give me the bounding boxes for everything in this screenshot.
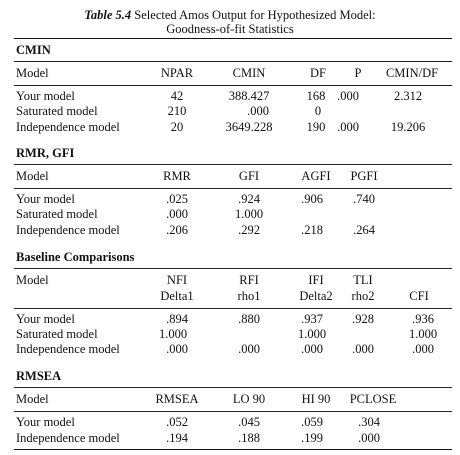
- cell: .936: [412, 312, 434, 326]
- cell: .025: [166, 192, 188, 206]
- rule: [14, 411, 452, 412]
- column-header-gfi: GFI: [238, 169, 260, 183]
- cell: .000: [358, 431, 380, 445]
- row-label: Your model: [16, 89, 75, 103]
- row-label: Independence model: [16, 431, 120, 445]
- table-title-line1: Selected Amos Output for Hypothesized Model:: [134, 8, 376, 22]
- cell: 190: [306, 120, 326, 134]
- cell: 0: [314, 104, 322, 118]
- row-label: Your model: [16, 312, 75, 326]
- section-heading-rmsea: RMSEA: [16, 369, 62, 383]
- cell: .000: [166, 342, 188, 356]
- cell: .000: [166, 207, 188, 221]
- rule: [14, 268, 452, 269]
- row-label: Independence model: [16, 223, 120, 237]
- section-heading-rmr-gfi: RMR, GFI: [16, 146, 75, 160]
- cell: .740: [353, 192, 375, 206]
- cell: .194: [166, 431, 188, 445]
- cell: 2.312: [393, 89, 423, 103]
- cell: .906: [301, 192, 323, 206]
- cell: .894: [166, 312, 188, 326]
- column-header-hi90: HI 90: [301, 392, 331, 406]
- column-header-rfi: RFI: [239, 273, 259, 287]
- cell: .292: [238, 223, 260, 237]
- table-title-line2: Goodness-of-fit Statistics: [166, 22, 294, 36]
- cell: .000: [247, 104, 269, 118]
- top-rule: [14, 38, 452, 39]
- cell: .045: [238, 415, 260, 429]
- cell: 1.000: [234, 207, 264, 221]
- column-header-cfi: CFI: [409, 289, 429, 303]
- rule: [14, 308, 452, 309]
- table-number: Table 5.4: [84, 8, 132, 22]
- cell: 3649.228: [225, 120, 273, 134]
- cell: 210: [167, 104, 187, 118]
- column-header-pclose: PCLOSE: [349, 392, 397, 406]
- column-header-agfi: AGFI: [301, 169, 331, 183]
- cell: .052: [166, 415, 188, 429]
- cell: 168: [306, 89, 326, 103]
- cell: .304: [358, 415, 380, 429]
- column-header-model: Model: [16, 66, 49, 80]
- cell: .937: [301, 312, 323, 326]
- rule: [14, 188, 452, 189]
- column-header-model: Model: [16, 392, 49, 406]
- row-label: Saturated model: [16, 207, 98, 221]
- column-header-npar: NPAR: [160, 66, 194, 80]
- column-subheader-rho1: rho1: [237, 289, 261, 303]
- cell: .880: [238, 312, 260, 326]
- cell: .188: [238, 431, 260, 445]
- rule: [14, 61, 452, 62]
- cell: 1.000: [158, 327, 188, 341]
- cell: 388.427: [228, 89, 270, 103]
- column-header-tli: TLI: [353, 273, 373, 287]
- cell: .924: [238, 192, 260, 206]
- cell: .218: [301, 223, 323, 237]
- row-label: Saturated model: [16, 327, 98, 341]
- column-header-cmin-df: CMIN/DF: [385, 66, 439, 80]
- cell: 1.000: [297, 327, 327, 341]
- cell: .000: [337, 89, 359, 103]
- rule: [14, 85, 452, 86]
- cell: .199: [301, 431, 323, 445]
- column-header-model: Model: [16, 273, 49, 287]
- cell: 19.206: [390, 120, 426, 134]
- row-label: Saturated model: [16, 104, 98, 118]
- column-header-nfi: NFI: [166, 273, 188, 287]
- cell: .000: [352, 342, 374, 356]
- column-header-p: P: [354, 66, 362, 80]
- row-label: Independence model: [16, 342, 120, 356]
- table-caption: [0, 8, 460, 23]
- cell: .000: [412, 342, 434, 356]
- cell: 1.000: [408, 327, 438, 341]
- section-heading-cmin: CMIN: [16, 43, 51, 57]
- cell: 20: [170, 120, 184, 134]
- rule: [14, 164, 452, 165]
- cell: .000: [238, 342, 260, 356]
- column-subheader-delta1: Delta1: [160, 289, 194, 303]
- cell: .059: [301, 415, 323, 429]
- rule: [14, 387, 452, 388]
- column-header-ifi: IFI: [308, 273, 324, 287]
- cell: .000: [301, 342, 323, 356]
- cell: .000: [337, 120, 359, 134]
- column-header-rmr: RMR: [163, 169, 191, 183]
- bottom-rule: [14, 449, 452, 450]
- column-header-model: Model: [16, 169, 49, 183]
- section-heading-baseline: Baseline Comparisons: [16, 250, 135, 264]
- row-label: Independence model: [16, 120, 120, 134]
- column-header-lo90: LO 90: [232, 392, 266, 406]
- cell: .264: [353, 223, 375, 237]
- column-subheader-delta2: Delta2: [299, 289, 333, 303]
- column-header-cmin: CMIN: [232, 66, 266, 80]
- row-label: Your model: [16, 192, 75, 206]
- column-subheader-rho2: rho2: [351, 289, 375, 303]
- cell: 42: [170, 89, 184, 103]
- row-label: Your model: [16, 415, 75, 429]
- cell: .206: [166, 223, 188, 237]
- column-header-df: DF: [310, 66, 326, 80]
- column-header-pgfi: PGFI: [350, 169, 378, 183]
- column-header-rmsea: RMSEA: [155, 392, 199, 406]
- cell: .928: [352, 312, 374, 326]
